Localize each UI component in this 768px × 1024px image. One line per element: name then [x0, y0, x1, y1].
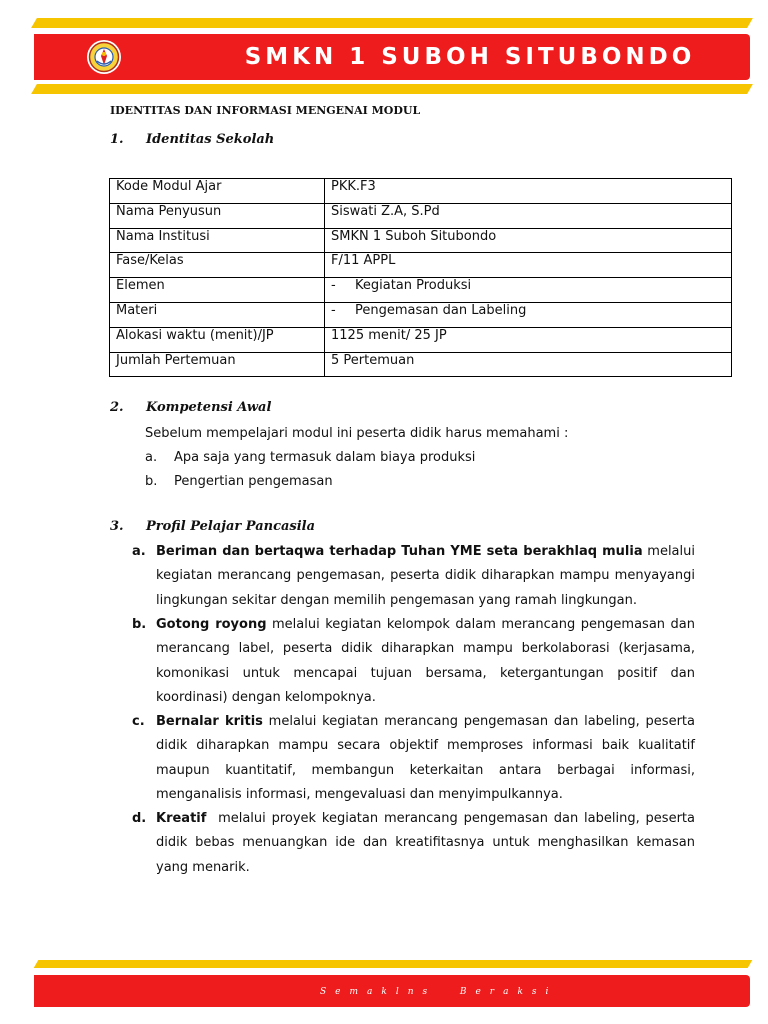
- profil-item-beriman: a. Beriman dan bertaqwa terhadap Tuhan YME seta berakhlaq mulia melalui kegiatan merancang pengemasan, peserta didik diharapkan mampu menyayangi lingkungan sekitar dengan memilih pengemasan yang ramah lingkungan.: [132, 544, 695, 608]
- kompetensi-intro: Sebelum mempelajari modul ini peserta didik harus memahami :: [145, 426, 569, 441]
- table-cell-value-text: Pengemasan dan Labeling: [355, 302, 527, 318]
- table-cell-value-text: 5 Pertemuan: [331, 352, 415, 368]
- list-item: b. Pengertian pengemasan: [145, 474, 333, 489]
- table-cell-key: Jumlah Pertemuan: [110, 352, 325, 377]
- table-cell-value: [325, 228, 732, 253]
- footer-yellow-stripe: [34, 960, 753, 968]
- table-row: [110, 302, 732, 327]
- table-cell-value: [325, 352, 732, 377]
- profil-item-kreatif: d. Kreatif melalui proyek kegiatan merancang pengemasan dan labeling, peserta didik bebas menuangkan ide dan kreatifitasnya untuk menghasilkan kemasan yang menarik.: [132, 811, 700, 875]
- table-row: [110, 327, 732, 352]
- table-cell-value: [325, 302, 732, 327]
- dash-marker: -: [331, 302, 336, 318]
- table-cell-key: Alokasi waktu (menit)/JP: [110, 327, 325, 352]
- school-emblem-icon: [86, 39, 122, 75]
- table-row: [110, 352, 732, 377]
- table-cell-value-text: Siswati Z.A, S.Pd: [331, 203, 440, 219]
- dash-marker: -: [331, 278, 336, 294]
- section-heading-kompetensi: 2. Kompetensi Awal: [110, 400, 272, 415]
- table-cell-value: [325, 327, 732, 352]
- table-cell-value: [325, 278, 732, 303]
- header-yellow-stripe-top: [31, 18, 753, 28]
- table-cell-value: [325, 253, 732, 278]
- list-item: a. Apa saja yang termasuk dalam biaya produksi: [145, 450, 476, 465]
- table-cell-key: Materi: [110, 302, 325, 327]
- table-cell-key: Nama Penyusun: [110, 203, 325, 228]
- section-heading-identitas: 1. Identitas Sekolah: [110, 132, 275, 147]
- profil-item-gotong-royong: b. Gotong royong melalui kegiatan kelompok dalam merancang pengemasan dan merancang label, peserta didik diharapkan mampu berkolaborasi (kerjasama, komonikasi untuk mencapai tujuan bersama, ketergantungan positif dan koordinasi) dengan kelompoknya.: [132, 617, 695, 705]
- table-cell-value-text: SMKN 1 Suboh Situbondo: [331, 228, 497, 244]
- table-cell-value-text: Kegiatan Produksi: [355, 278, 472, 294]
- table-row: [110, 278, 732, 303]
- table-cell-value-text: PKK.F3: [331, 179, 376, 194]
- profil-item-bernalar-kritis: c. Bernalar kritis melalui kegiatan merancang pengemasan dan labeling, peserta didik diharapkan mampu secara objektif memproses informasi baik kualitatif maupun kuantitatif, membangun keterkaitan antara berbagai informasi, menganalisis informasi, mengevaluasi dan menyimpulkannya.: [132, 714, 695, 802]
- footer-motto: Semaklns Beraksi: [320, 987, 558, 997]
- table-row: [110, 179, 732, 204]
- table-cell-value: [325, 179, 732, 204]
- table-cell-key: Fase/Kelas: [110, 253, 325, 278]
- table-row: [110, 203, 732, 228]
- table-cell-value-text: 1125 menit/ 25 JP: [331, 327, 447, 343]
- identity-table: [109, 178, 732, 377]
- table-cell-value-text: F/11 APPL: [331, 253, 396, 269]
- header-yellow-stripe-bottom: [31, 84, 753, 94]
- school-title: SMKN 1 SUBOH SITUBONDO: [244, 44, 696, 70]
- table-row: [110, 228, 732, 253]
- table-cell-key: Kode Modul Ajar: [110, 179, 325, 204]
- section-heading-profil: 3. Profil Pelajar Pancasila: [110, 519, 316, 534]
- table-cell-key: Nama Institusi: [110, 228, 325, 253]
- document-title: IDENTITAS DAN INFORMASI MENGENAI MODUL: [110, 104, 421, 117]
- table-cell-key: Elemen: [110, 278, 325, 303]
- table-row: [110, 253, 732, 278]
- table-cell-value: [325, 203, 732, 228]
